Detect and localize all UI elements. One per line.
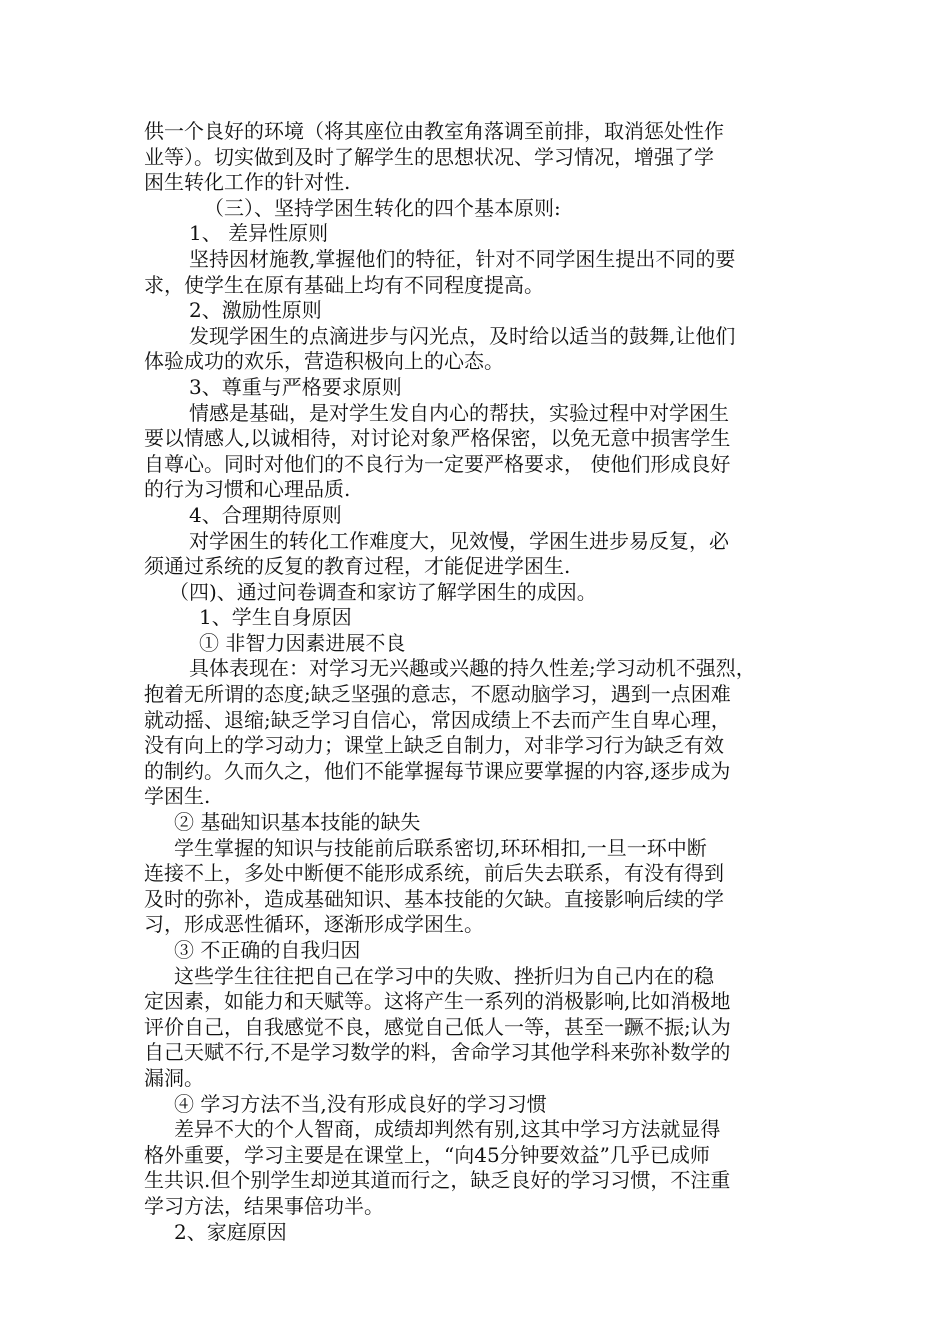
body-line: 情感是基础，是对学生发自内心的帮扶，实验过程中对学困生 (189, 400, 729, 425)
body-line: 发现学困生的点滴进步与闪光点，及时给以适当的鼓舞,让他们 (189, 323, 736, 348)
body-line: 抱着无所谓的态度;缺乏坚强的意志，不愿动脑学习，遇到一点困难 (144, 682, 731, 707)
body-line: 就动摇、退缩;缺乏学习自信心，常因成绩上不去而产生自卑心理， (144, 707, 731, 732)
body-line: 求，使学生在原有基础上均有不同程度提高。 (144, 272, 544, 297)
body-line: 自尊心。同时对他们的不良行为一定要严格要求， 使他们形成良好 (144, 451, 731, 476)
body-line: 定因素，如能力和天赋等。这将产生一系列的消极影响,比如消极地 (144, 989, 731, 1014)
body-line: 漏洞。 (144, 1065, 204, 1090)
body-line: 学生掌握的知识与技能前后联系密切,环环相扣,一旦一环中断 (174, 835, 707, 860)
body-line: 学习方法，结果事倍功半。 (144, 1193, 384, 1218)
body-line: 差异不大的个人智商，成绩却判然有别,这其中学习方法就显得 (174, 1117, 721, 1142)
subsection-heading: 2、家庭原因 (174, 1219, 287, 1244)
body-line: 及时的弥补，造成基础知识、基本技能的欠缺。直接影响后续的学 (144, 886, 724, 911)
body-line: 须通过系统的反复的教育过程，才能促进学困生. (144, 554, 571, 579)
body-line: 习，形成恶性循环，逐渐形成学困生。 (144, 912, 484, 937)
body-line: 生共识.但个别学生却逆其道而行之，缺乏良好的学习习惯，不注重 (144, 1168, 731, 1193)
subitem-heading: ③ 不正确的自我归因 (174, 938, 361, 962)
body-line: 供一个良好的环境（将其座位由教室角落调至前排，取消惩处性作 (144, 119, 724, 143)
body-line: 格外重要，学习主要是在课堂上，“向45分钟要效益”几乎已成师 (144, 1142, 710, 1167)
body-line: 的行为习惯和心理品质. (144, 477, 351, 502)
section-heading: （四)、通过问卷调查和家访了解学困生的成因。 (169, 579, 597, 604)
principle-heading: 3、尊重与严格要求原则 (189, 374, 402, 399)
body-line: 要以情感人,以诚相待，对讨论对象严格保密，以免无意中损害学生 (144, 426, 731, 451)
body-line: 具体表现在：对学习无兴趣或兴趣的持久性差;学习动机不强烈， (189, 656, 756, 681)
body-line: 业等）。切实做到及时了解学生的思想状况、学习情况，增强了学 (144, 144, 714, 169)
body-line: 的制约。久而久之，他们不能掌握每节课应要掌握的内容,逐步成为 (144, 758, 731, 783)
principle-heading: 2、激励性原则 (189, 298, 322, 323)
body-line: 连接不上，多处中断便不能形成系统，前后失去联系，有没有得到 (144, 861, 724, 886)
body-line: 学困生. (144, 784, 211, 809)
principle-heading: 1、 差异性原则 (189, 221, 329, 246)
body-line: 坚持因材施教,掌握他们的特征，针对不同学困生提出不同的要 (189, 246, 736, 271)
body-line: 自己天赋不行,不是学习数学的料，舍命学习其他学科来弥补数学的 (144, 1040, 731, 1065)
principle-heading: 4、合理期待原则 (189, 502, 342, 527)
body-line: 这些学生往往把自己在学习中的失败、挫折归为自己内在的稳 (174, 963, 714, 988)
body-line: 体验成功的欢乐，营造积极向上的心态。 (144, 349, 504, 374)
body-line: 对学困生的转化工作难度大，见效慢，学困生进步易反复，必 (189, 528, 729, 553)
body-line: 评价自己，自我感觉不良，感觉自己低人一等，甚至一蹶不振;认为 (144, 1014, 731, 1039)
subitem-heading: ④ 学习方法不当,没有形成良好的学习习惯 (174, 1091, 547, 1116)
subitem-heading: ① 非智力因素进展不良 (199, 630, 406, 655)
document-body (144, 119, 814, 1245)
section-heading: （三）、坚持学困生转化的四个基本原则: (204, 195, 561, 220)
body-line: 没有向上的学习动力；课堂上缺乏自制力，对非学习行为缺乏有效 (144, 733, 724, 758)
body-line: 困生转化工作的针对性. (144, 170, 351, 195)
subitem-heading: ② 基础知识基本技能的缺失 (174, 810, 421, 835)
subsection-heading: 1、学生自身原因 (199, 605, 352, 630)
